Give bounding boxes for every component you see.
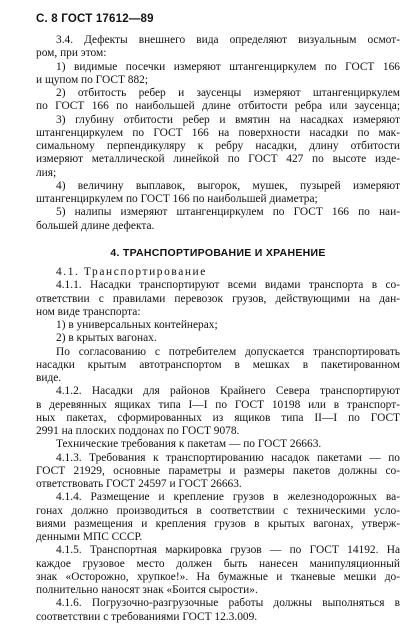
text-line: измеряют металлической линейкой по ГОСТ 427 по высоте изде- [36, 153, 400, 166]
text-line: 3.4. Дефекты внешнего вида определяют визуальным осмот- [56, 34, 400, 46]
text-line: 5) налипы измеряют штангенциркулем по ГОСТ 166 по наи- [56, 206, 400, 219]
text-line: 4) величину выплавок, выгорок, мушек, пузырей измеряют [56, 179, 400, 192]
text-line: гонах должно производиться в соответствии с техническими усло- [36, 504, 400, 517]
text-line: симальному перпендикуляру к ребру насадки, длину отбитости [36, 140, 400, 152]
text-line: ГОСТ 21929, основные параметры и размеры пакетов должны со- [36, 464, 400, 477]
text-line: виями размещения и крепления грузов в крытых вагонах, утверж- [36, 517, 400, 530]
text-line: и щупом по ГОСТ 882; [36, 73, 148, 86]
text-line: 4.1.5. Транспортная маркировка грузов — по ГОСТ 14192. На [56, 544, 400, 557]
text-line: соответствии с требованиями ГОСТ 12.3.009. [36, 610, 258, 623]
text-line: 4.1.1. Насадки транспортируют всеми видами транспорта в со- [56, 279, 400, 292]
text-line: полнительно наносят знак «Боится сырости». [36, 584, 258, 596]
text-line: По согласованию с потребителем допускается транспортировать [56, 345, 400, 358]
text-line: штангенциркулем по ГОСТ 166 по наибольшей диаметра; [36, 193, 318, 205]
text-line: большей длине дефекта. [36, 219, 155, 232]
text-line: насадки крытым автотранспортом в мешках в пакетированном [36, 358, 400, 371]
text-line: 3) глубину отбитости ребер и вмятин на насадках измеряют [56, 113, 400, 126]
text-line: 4.1.3. Требования к транспортированию насадок пакетами — по [56, 451, 400, 464]
section-heading: 4. ТРАНСПОРТИРОВАНИЕ И ХРАНЕНИЕ [110, 246, 326, 259]
text-line: 1) в универсальных контейнерах; [56, 319, 218, 331]
text-line: ром, при этом: [36, 47, 107, 60]
subsection-heading: 4.1. Транспортирование [56, 266, 207, 278]
text-line: 4.1.2. Насадки для районов Крайнего Севера транспортируют [56, 385, 400, 398]
document-body [36, 34, 400, 624]
text-line: виде. [36, 372, 62, 384]
text-line: 4.1.6. Погрузочно-разгрузочные работы должны выполняться в [56, 597, 400, 610]
text-line: 2) в крытых вагонах. [56, 332, 157, 345]
text-line: Технические требования к пакетам — по ГОСТ 26663. [56, 438, 322, 451]
text-line: 2) отбитость ребер и заусенцы измеряют штангенциркулем [56, 87, 400, 99]
text-line: ных пакетах, сформированных из ящиков типа II—I по ГОСТ [36, 411, 400, 424]
text-line: 4.1.4. Размещение и крепление грузов в железнодорожных ва- [56, 491, 400, 504]
text-line: каждое грузовое место должен быть нанесен манипуляционный [36, 557, 400, 570]
text-line: денными МПС СССР. [36, 531, 143, 543]
text-line: 1) видимые посечки измеряют штангенциркулем по ГОСТ 166 [56, 60, 400, 73]
text-line: 2991 на плоских поддонах по ГОСТ 9078. [36, 425, 240, 437]
text-line: штангенциркулем по ГОСТ 166 на поверхности насадки по мак- [36, 126, 400, 139]
text-line: знак «Осторожно, хрупкое!». На бумажные и тканевые мешки до- [36, 570, 400, 583]
text-line: ответствовать ГОСТ 24597 и ГОСТ 26663. [36, 478, 242, 490]
text-line: ответствии с правилами перевозок грузов, действующими на дан- [36, 292, 400, 305]
text-line: ном виде транспорта: [36, 305, 141, 318]
page-header: С. 8 ГОСТ 17612—89 [36, 13, 154, 25]
text-line: по ГОСТ 166 по наибольшей длине отбитости ребра или заусенца; [36, 100, 400, 113]
text-line: лия; [36, 166, 57, 179]
text-line: в деревянных ящиках типа I—I по ГОСТ 10198 или в транспорт- [36, 398, 400, 411]
